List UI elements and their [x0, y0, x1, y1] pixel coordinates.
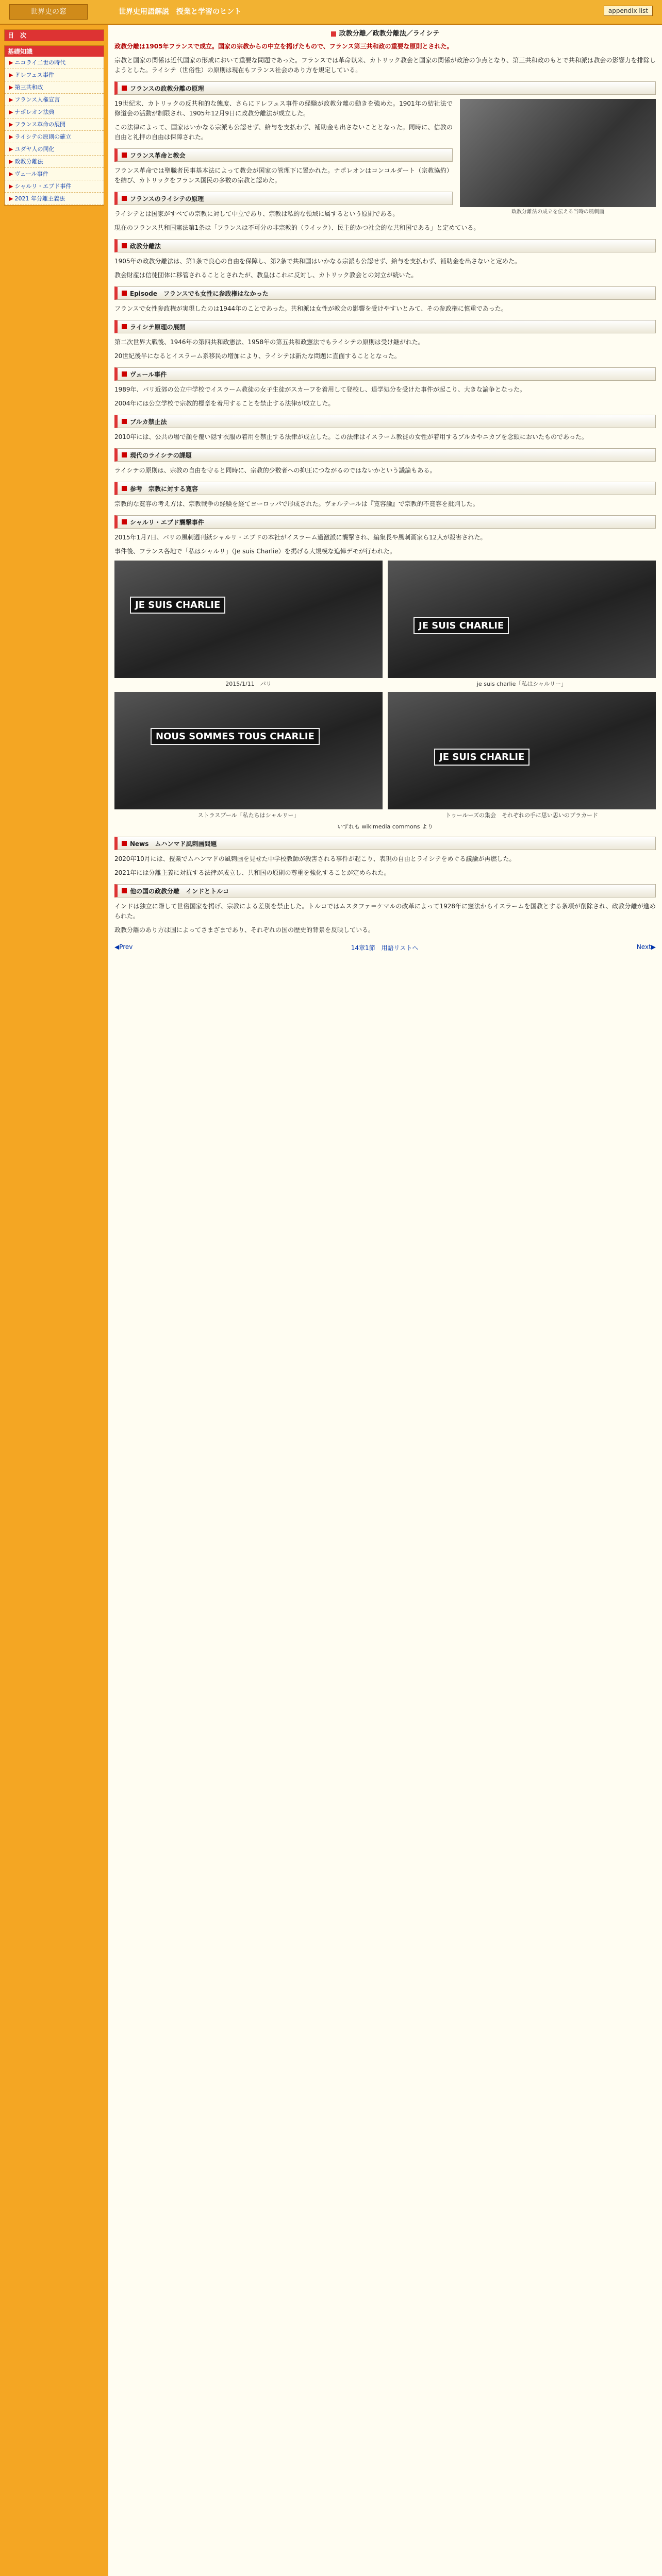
gallery-item [388, 561, 656, 688]
section-paragraph: 19世紀末、カトリックの反共和的な態度、さらにドレフュス事件の経験が政教分離の動きを強めた。1901年の結社法で修道会の活動が制限され、1905年12月9日に政教分離法が成立した。 [114, 100, 453, 117]
arrow-icon: ▶ [9, 133, 13, 140]
section-marker-icon [122, 243, 127, 248]
sidebar-link[interactable]: ▶ ユダヤ人の同化 [5, 143, 104, 156]
section-paragraph: フランス革命では聖職者民事基本法によって教会が国家の管理下に置かれた。ナポレオンはコンコルダート（宗教協約）を結び、カトリックをフランス国民の多数の宗教と認めた。 [114, 167, 453, 184]
section-marker-icon [122, 152, 127, 158]
section-paragraph: 2020年10月には、授業でムハンマドの風刺画を見せた中学校教師が殺害される事件が起こり、表現の自由とライシテをめぐる議論が再燃した。 [114, 855, 516, 862]
section-photo [460, 99, 656, 216]
arrow-icon: ▶ [9, 59, 13, 66]
section-heading: ライシテ原理の展開 [114, 320, 656, 333]
section-paragraph: フランスで女性参政権が実現したのは1944年のことであった。共和派は女性が教会の影響を受けやすいとみて、その参政権に慎重であった。 [114, 305, 507, 312]
section-heading: ブルカ禁止法 [114, 415, 656, 428]
section-paragraph: 2021年には分離主義に対抗する法律が成立し、共和国の原則の尊重を強化することが定められた。 [114, 869, 390, 876]
section-paragraph: 教会財産は信徒団体に移管されることとされたが、教皇はこれに反対し、カトリック教会との対立が続いた。 [114, 272, 418, 279]
protest-sign: JE SUIS CHARLIE [434, 749, 529, 766]
section-marker-icon [122, 324, 127, 329]
gallery-item [388, 692, 656, 819]
arrow-icon: ▶ [9, 158, 13, 165]
gallery-item [114, 561, 383, 688]
photo-gallery [114, 561, 656, 819]
section-heading: 他の国の政教分離 インドとトルコ [114, 884, 656, 897]
section-heading: Episode フランスでも女性に参政権はなかった [114, 286, 656, 300]
gallery-photo[interactable] [388, 561, 656, 678]
arrow-icon: ▶ [9, 171, 13, 177]
sidebar-link[interactable]: ▶ 政教分離法 [5, 156, 104, 168]
section-heading: 現代のライシテの課題 [114, 448, 656, 462]
sidebar-basics-title: 基礎知識 [5, 46, 104, 57]
sidebar-toc-title: 目 次 [5, 30, 104, 41]
section-heading: News ムハンマド風刺画問題 [114, 837, 656, 850]
gallery-caption: ストラスブール「私たちはシャルリー」 [197, 812, 300, 819]
section-heading: 政教分離法 [114, 239, 656, 252]
next-link[interactable]: Next▶ [636, 943, 656, 951]
section-paragraph: この法律によって、国家はいかなる宗派も公認せず、給与を支払わず、補助金も出さないこととなった。同時に、信教の自由と礼拝の自由は保障された。 [114, 124, 453, 141]
gallery-source: いずれも wikimedia commons より [337, 823, 433, 830]
sidebar-link[interactable]: ▶ 第三共和政 [5, 81, 104, 94]
section-paragraph: 20世紀後半になるとイスラーム系移民の増加により、ライシテは新たな問題に直面することとなった。 [114, 352, 401, 360]
gallery-photo[interactable] [114, 692, 383, 809]
section-heading: 参考 宗教に対する寛容 [114, 482, 656, 495]
sidebar-link[interactable]: ▶ フランス革命の展開 [5, 118, 104, 131]
gallery-photo[interactable] [388, 692, 656, 809]
section-marker-icon [122, 452, 127, 457]
sidebar [0, 25, 108, 2576]
section-paragraph: 現在のフランス共和国憲法第1条は「フランスは不可分の非宗教的（ライック）、民主的かつ社会的な共和国である」と定めている。 [114, 224, 480, 231]
protest-sign: NOUS SOMMES TOUS CHARLIE [151, 728, 320, 745]
site-logo[interactable]: 世界史の窓 [9, 4, 88, 20]
title-marker-icon [331, 31, 336, 37]
section-paragraph: 1989年、パリ近郊の公立中学校でイスラーム教徒の女子生徒がスカーフを着用して登校し、退学処分を受けた事件が起こり、大きな論争となった。 [114, 386, 526, 393]
arrow-icon: ▶ [9, 195, 13, 202]
sidebar-link[interactable]: ▶ ドレフュス事件 [5, 69, 104, 81]
intro-paragraph: 宗教と国家の関係は近代国家の形成において重要な問題であった。フランスでは革命以来、カトリック教会と国家の関係が政治の争点となり、第三共和政のもとで共和派は教会の影響力を排除しようとした。ライシテ（世俗性）の原則は現在もフランス社会のあり方を規定している。 [114, 57, 656, 74]
section-marker-icon [122, 86, 127, 91]
section-paragraph: 2015年1月7日、パリの風刺週刊紙シャルリ・エブドの本社がイスラーム過激派に襲撃され、編集長や風刺画家ら12人が殺害された。 [114, 534, 487, 541]
arrow-icon: ▶ [9, 146, 13, 152]
photo-caption: 政教分離法の成立を伝える当時の風刺画 [511, 209, 604, 215]
section-paragraph: 事件後、フランス各地で「私はシャルリ」（Je suis Charlie）を掲げる大規模な追悼デモが行われた。 [114, 548, 396, 555]
section-paragraph: ライシテとは国家がすべての宗教に対して中立であり、宗教は私的な領域に属するという原則である。 [114, 210, 399, 217]
lead-paragraph: 政教分離は1905年フランスで成立。国家の宗教からの中立を掲げたもので、フランス第三共和政の重要な原則とされた。 [114, 43, 453, 50]
section-heading: ヴェール事件 [114, 367, 656, 381]
section-paragraph: 宗教的な寛容の考え方は、宗教戦争の経験を経てヨーロッパで形成された。ヴォルテールは『寛容論』で宗教的不寛容を批判した。 [114, 500, 479, 507]
top-bar [0, 0, 662, 25]
protest-sign: JE SUIS CHARLIE [130, 597, 225, 614]
section-marker-icon [122, 291, 127, 296]
section-marker-icon [122, 371, 127, 377]
gallery-caption: トゥールーズの集会 それぞれの手に思い思いのプラカード [445, 812, 598, 819]
arrow-icon: ▶ [9, 121, 13, 128]
gallery-photo[interactable] [114, 561, 383, 678]
sidebar-link[interactable]: ▶ ニコライ二世の時代 [5, 57, 104, 69]
section-paragraph: 1905年の政教分離法は、第1条で良心の自由を保障し、第2条で共和国はいかなる宗派も公認せず、給与を支払わず、補助金を出さないと定めた。 [114, 258, 521, 265]
section-marker-icon [122, 486, 127, 491]
site-title: 世界史用語解説 授業と学習のヒント [119, 8, 241, 16]
sidebar-basics-box [4, 45, 104, 206]
sidebar-link[interactable]: ▶ フランス人権宣言 [5, 94, 104, 106]
section-paragraph: 2010年には、公共の場で顔を覆い隠す衣服の着用を禁止する法律が成立した。この法律はイスラーム教徒の女性が着用するブルカやニカブを念頭においたものであった。 [114, 433, 588, 440]
section-marker-icon [122, 419, 127, 424]
sidebar-link[interactable]: ▶ ナポレオン法典 [5, 106, 104, 118]
section-heading: フランスの政教分離の原理 [114, 81, 656, 95]
section-heading: シャルリ・エブド襲撃事件 [114, 515, 656, 529]
section-paragraph: 2004年には公立学校で宗教的標章を着用することを禁止する法律が成立した。 [114, 400, 335, 407]
sidebar-link[interactable]: ▶ ヴェール事件 [5, 168, 104, 180]
word-list-link[interactable]: 14章1節 用語リストへ [351, 944, 419, 952]
section-heading: フランス革命と教会 [114, 148, 453, 162]
gallery-item [114, 692, 383, 819]
protest-sign: JE SUIS CHARLIE [413, 617, 509, 634]
prev-link[interactable]: ◀Prev [114, 943, 133, 951]
section-heading: フランスのライシテの原理 [114, 192, 453, 205]
main-content [114, 27, 656, 2576]
sidebar-toc-box [4, 29, 104, 41]
appendix-list-button[interactable]: appendix list [604, 6, 653, 16]
section-marker-icon [122, 196, 127, 201]
gallery-caption: je suis charlie「私はシャルリー」 [476, 681, 567, 687]
arrow-icon: ▶ [9, 84, 13, 91]
section-marker-icon [122, 519, 127, 524]
sidebar-link[interactable]: ▶ シャルリ・エブド事件 [5, 180, 104, 193]
section-marker-icon [122, 888, 127, 893]
gallery-caption: 2015/1/11 パリ [225, 681, 272, 687]
arrow-icon: ▶ [9, 72, 13, 78]
section-marker-icon [122, 841, 127, 846]
arrow-icon: ▶ [9, 96, 13, 103]
photo-image [460, 99, 656, 207]
pager [114, 943, 656, 952]
section-paragraph: インドは独立に際して世俗国家を掲げ、宗教による差別を禁止した。トルコではムスタファ＝ケマルの改革によって1928年に憲法からイスラームを国教とする条項が削除され、政教分離が進められた。 [114, 903, 656, 920]
sidebar-link[interactable]: ▶ 2021 年分離主義法 [5, 193, 104, 205]
arrow-icon: ▶ [9, 109, 13, 115]
page-title: 政教分離／政教分離法／ライシテ [114, 28, 656, 38]
section-paragraph: ライシテの原則は、宗教の自由を守ると同時に、宗教的少数者への抑圧につながるのではないかという議論もある。 [114, 467, 436, 474]
section-paragraph: 政教分離のあり方は国によってさまざまであり、それぞれの国の歴史的背景を反映している。 [114, 926, 375, 934]
section-paragraph: 第二次世界大戦後、1946年の第四共和政憲法、1958年の第五共和政憲法でもライシテの原則は受け継がれた。 [114, 338, 424, 346]
sidebar-link[interactable]: ▶ ライシテの原則の確立 [5, 131, 104, 143]
arrow-icon: ▶ [9, 183, 13, 190]
